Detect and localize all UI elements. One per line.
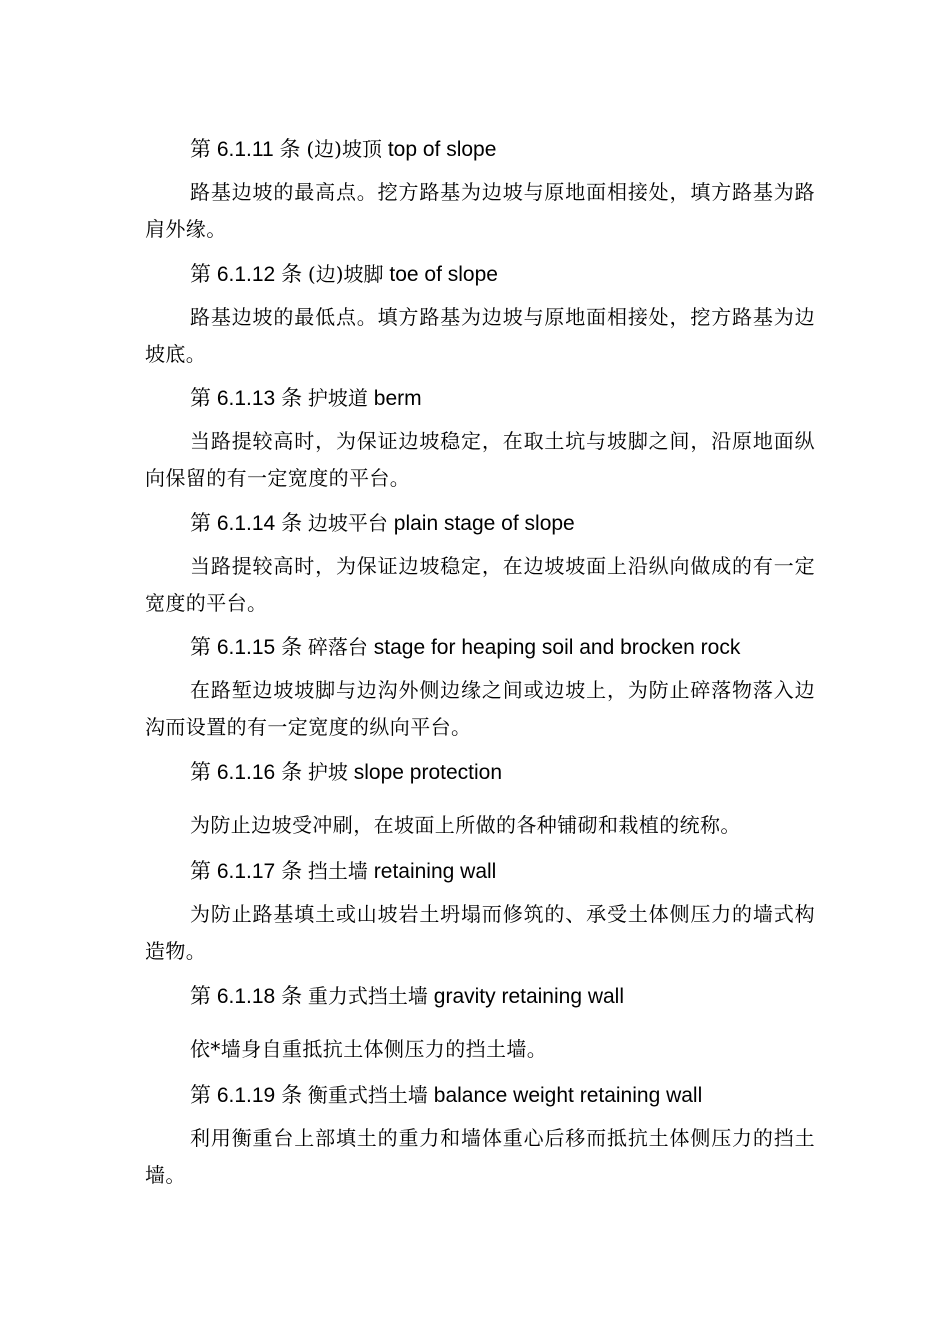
clause-6-1-17 xyxy=(145,858,815,970)
clause-suffix: 条 xyxy=(281,761,303,784)
clause-definition: 路基边坡的最低点。填方路基为边坡与原地面相接处，挖方路基为边坡底。 xyxy=(145,305,815,366)
clause-suffix: 条 xyxy=(281,636,303,659)
term-chinese: 护坡道 xyxy=(307,386,368,410)
clause-prefix: 第 xyxy=(190,860,211,883)
clause-heading xyxy=(145,385,815,411)
clause-suffix: 条 xyxy=(281,1084,303,1107)
clause-suffix: 条 xyxy=(281,985,303,1008)
term-chinese: (边)坡脚 xyxy=(307,262,384,286)
term-chinese: (边)坡顶 xyxy=(306,137,382,161)
term-english: gravity retaining wall xyxy=(433,985,625,1008)
clause-6-1-14 xyxy=(145,510,815,622)
clause-number: 6.1.12 xyxy=(216,263,276,286)
term-english: plain stage of slope xyxy=(393,512,575,535)
term-chinese: 护坡 xyxy=(307,760,348,784)
clause-definition: 为防止边坡受冲刷，在坡面上所做的各种铺砌和栽植的统称。 xyxy=(190,813,741,837)
clause-6-1-12 xyxy=(145,261,815,373)
term-english: toe of slope xyxy=(389,263,498,286)
clause-suffix: 条 xyxy=(279,138,301,161)
clause-suffix: 条 xyxy=(281,860,303,883)
clause-prefix: 第 xyxy=(190,761,211,784)
clause-prefix: 第 xyxy=(190,985,211,1008)
clause-prefix: 第 xyxy=(190,263,211,286)
clause-number: 6.1.19 xyxy=(216,1084,276,1107)
term-english: berm xyxy=(373,387,422,410)
term-english: balance weight retaining wall xyxy=(433,1084,703,1107)
clause-heading xyxy=(145,759,815,785)
clause-heading xyxy=(145,1082,815,1108)
clause-prefix: 第 xyxy=(190,387,211,410)
clause-suffix: 条 xyxy=(281,512,303,535)
term-english: slope protection xyxy=(353,761,503,784)
clause-prefix: 第 xyxy=(190,636,211,659)
term-english: top of slope xyxy=(387,138,497,161)
clause-suffix: 条 xyxy=(281,263,303,286)
clause-prefix: 第 xyxy=(190,138,211,161)
term-chinese: 边坡平台 xyxy=(307,511,388,535)
clause-6-1-15 xyxy=(145,634,815,746)
clause-definition: 当路提较高时，为保证边坡稳定，在取土坑与坡脚之间，沿原地面纵向保留的有一定宽度的平台。 xyxy=(145,429,815,490)
clause-definition: 在路堑边坡坡脚与边沟外侧边缘之间或边坡上，为防止碎落物落入边沟而设置的有一定宽度的纵向平台。 xyxy=(145,678,815,739)
clause-number: 6.1.11 xyxy=(216,138,274,161)
clause-number: 6.1.15 xyxy=(216,636,276,659)
term-english: retaining wall xyxy=(373,860,497,883)
term-english: stage for heaping soil and brocken rock xyxy=(373,636,741,659)
clause-heading xyxy=(145,261,815,287)
clause-definition: 路基边坡的最高点。挖方路基为边坡与原地面相接处，填方路基为路肩外缘。 xyxy=(145,180,815,241)
clause-prefix: 第 xyxy=(190,1084,211,1107)
clause-heading xyxy=(145,858,815,884)
clause-number: 6.1.17 xyxy=(216,860,276,883)
clause-6-1-11 xyxy=(145,136,815,248)
clause-number: 6.1.13 xyxy=(216,387,276,410)
clause-heading xyxy=(145,136,815,162)
clause-number: 6.1.14 xyxy=(216,512,276,535)
clause-6-1-13 xyxy=(145,385,815,497)
clause-heading xyxy=(145,983,815,1009)
clause-definition: 当路提较高时，为保证边坡稳定，在边坡坡面上沿纵向做成的有一定宽度的平台。 xyxy=(145,554,815,615)
clause-heading xyxy=(145,510,815,536)
term-chinese: 衡重式挡土墙 xyxy=(307,1083,428,1107)
clause-definition: 依*墙身自重抵抗土体侧压力的挡土墙。 xyxy=(190,1037,548,1061)
clause-number: 6.1.16 xyxy=(216,761,276,784)
term-chinese: 重力式挡土墙 xyxy=(307,984,428,1008)
clause-definition: 为防止路基填土或山坡岩土坍塌而修筑的、承受土体侧压力的墙式构造物。 xyxy=(145,902,815,963)
clause-6-1-16 xyxy=(145,759,815,844)
clause-prefix: 第 xyxy=(190,512,211,535)
clause-heading xyxy=(145,634,815,660)
clause-6-1-19 xyxy=(145,1082,815,1194)
clause-6-1-18 xyxy=(145,983,815,1068)
term-chinese: 碎落台 xyxy=(307,635,368,659)
clause-suffix: 条 xyxy=(281,387,303,410)
clause-number: 6.1.18 xyxy=(216,985,276,1008)
clause-definition: 利用衡重台上部填土的重力和墙体重心后移而抵抗土体侧压力的挡土墙。 xyxy=(145,1126,815,1187)
term-chinese: 挡土墙 xyxy=(307,859,368,883)
